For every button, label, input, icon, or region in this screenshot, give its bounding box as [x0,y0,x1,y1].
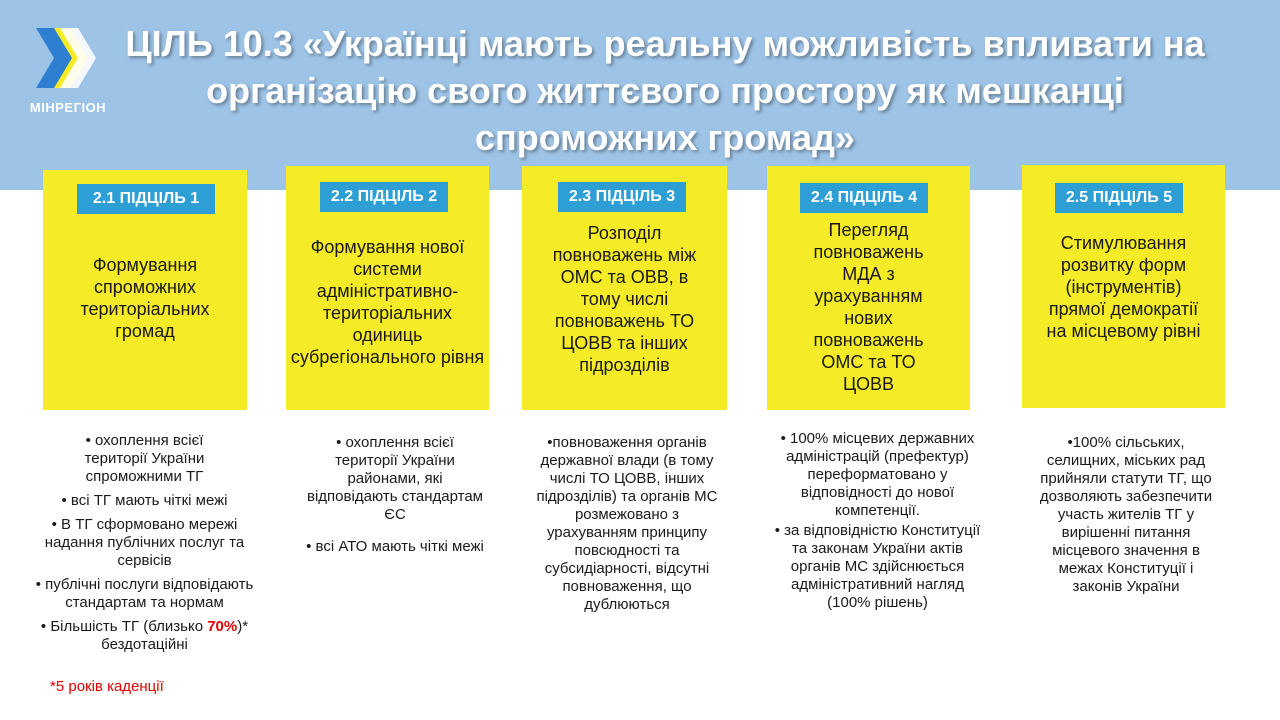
goal-label-2: 2.2 ПІДЦІЛЬ 2 [320,182,448,212]
goal-box-5 [1022,165,1225,408]
footnote: *5 років каденції [50,678,164,695]
bullet-item: • В ТГ сформовано мережі надання публічних послуг та сервісів [44,516,245,569]
bullet-item: • за відповідністю Конституції та законам України актів органів МС здійснюється адміністративний нагляд (100% рішень) [774,522,981,611]
highlight-value: 70% [207,618,238,635]
bullet-item: • 100% місцевих державних адміністрацій (префектур) переформатовано у відповідності до нової компетенції. [780,430,975,519]
goal-box-3 [522,166,727,410]
goal-bullets-3 [532,434,722,620]
page-title: ЦІЛЬ 10.3 «Українці мають реальну можливість впливати на організацію свого життєвого простору як мешканці спроможних громад» [125,23,1205,158]
goal-text-5: Стимулювання розвитку форм (інструментів) прямої демократії на місцевому рівні [1046,233,1201,341]
minregion-logo [18,20,118,140]
header-band [0,0,1280,190]
goal-label-4: 2.4 ПІДЦІЛЬ 4 [800,183,928,213]
goal-bullets-4 [770,430,985,618]
bullet-item: • публічні послуги відповідають стандартам та нормам [35,576,254,611]
bullet-item: • охоплення всієї території України спроможними ТГ [84,432,205,485]
goal-box-2 [286,166,489,410]
bullet-item: • всі АТО мають чіткі межі [306,538,484,555]
bullet-item: • всі ТГ мають чіткі межі [61,492,228,509]
logo-text: МІНРЕГІОН [29,100,107,115]
goal-bullets-1 [12,432,277,660]
bullet-item [12,618,277,654]
bullet-item: •повноваження органів державної влади (в тому числі ТО ЦОВВ, інших підрозділів) та органів МС розмежовано з урахуванням принципу повсюдності та субсидіарності, відсутні повноваження, що дублюються [536,434,718,613]
goal-box-4 [767,166,970,410]
goal-text-3: Розподіл повноважень між ОМС та ОВВ, в тому числі повноважень ТО ЦОВВ та інших підрозділів [552,223,697,375]
chevron-logo-icon [18,20,118,100]
goal-text-1: Формування спроможних територіальних громад [80,255,210,341]
goal-bullets-5 [1032,434,1220,602]
goal-text-2: Формування нової системи адміністративно-територіальних одиниць субрегіонального рівня [290,237,485,367]
goal-label-1: 2.1 ПІДЦІЛЬ 1 [77,184,215,214]
bullet-item: • охоплення всієї території України районами, які відповідають стандартам ЄС [307,434,483,523]
goal-label-5: 2.5 ПІДЦІЛЬ 5 [1055,183,1183,213]
bullet-item: •100% сільських, селищних, міських рад прийняли статути ТГ, що дозволяють забезпечити участь жителів ТГ у вирішенні питання місцевого значення в межах Конституції і законів України [1039,434,1213,595]
goal-label-3: 2.3 ПІДЦІЛЬ 3 [558,182,686,212]
goal-box-1 [43,170,247,410]
bullet-text: )* бездотаційні [101,618,249,653]
goal-text-4: Перегляд повноважень МДА з урахуванням нових повноважень ОМС та ТО ЦОВВ [813,220,924,394]
goal-bullets-2 [305,434,485,562]
bullet-text: • Більшість ТГ (близько [40,618,208,635]
